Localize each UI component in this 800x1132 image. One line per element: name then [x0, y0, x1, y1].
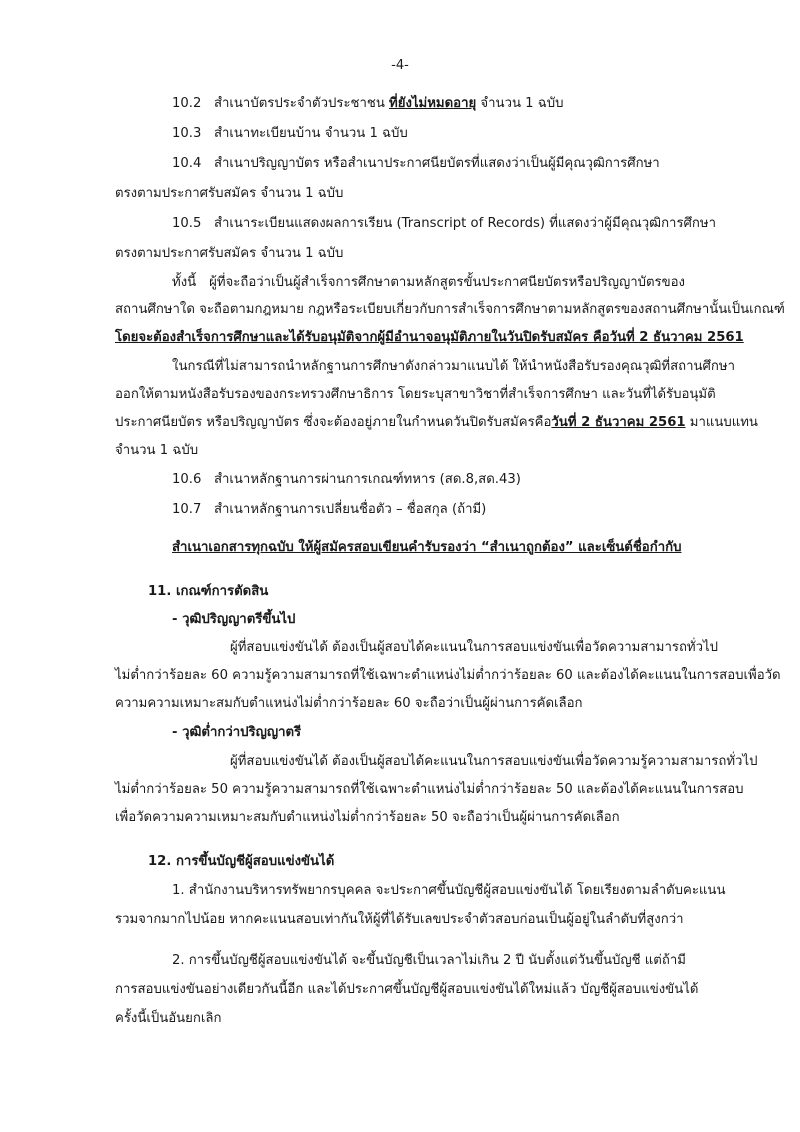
section-11-group2-line1: ผู้ที่สอบแข่งขันได้ ต้องเป็นผู้สอบได้คะแนนในการสอบแข่งขันเพื่อวัดความรู้ความสามารถทั่วไป [230, 754, 758, 769]
section-11-group2-heading: - วุฒิต่ำกว่าปริญญาตรี [172, 725, 302, 740]
item-10-7: 10.7 สำเนาหลักฐานการเปลี่ยนชื่อตัว – ชื่อสกุล (ถ้ามี) [172, 502, 487, 517]
section-12-title: 12. การขึ้นบัญชีผู้สอบแข่งขันได้ [148, 854, 335, 869]
item-10-6: 10.6 สำเนาหลักฐานการผ่านการเกณฑ์ทหาร (สด.8,สด.43) [172, 472, 521, 487]
section-12-p1-line2: รวมจากมากไปน้อย หากคะแนนสอบเท่ากันให้ผู้ที่ได้รับเลขประจำตัวสอบก่อนเป็นผู้อยู่ในลำดับที่สูงกว่า [115, 912, 684, 927]
section-11-group2-line3: เพื่อวัดความความเหมาะสมกับตำแหน่งไม่ต่ำกว่าร้อยละ 50 จะถือว่าเป็นผู้ผ่านการคัดเลือก [115, 810, 620, 825]
item-10-5-cont: ตรงตามประกาศรับสมัคร จำนวน 1 ฉบับ [115, 246, 344, 261]
item-10-3: 10.3 สำเนาทะเบียนบ้าน จำนวน 1 ฉบับ [172, 126, 408, 141]
section-11-title: 11. เกณฑ์การตัดสิน [148, 584, 269, 599]
alternative-note-line4: จำนวน 1 ฉบับ [115, 443, 199, 458]
certify-note: สำเนาเอกสารทุกฉบับ ให้ผู้สมัครสอบเขียนคำรับรองว่า “สำเนาถูกต้อง” และเซ็นต์ชื่อกำกับ [172, 540, 682, 555]
emphasis-not-expired: ที่ยังไม่หมดอายุ [389, 96, 477, 111]
section-11-group1-line1: ผู้ที่สอบแข่งขันได้ ต้องเป็นผู้สอบได้คะแนนในการสอบแข่งขันเพื่อวัดความสามารถทั่วไป [230, 640, 719, 655]
section-11-group2-line2: ไม่ต่ำกว่าร้อยละ 50 ความรู้ความสามารถที่ใช้เฉพาะตำแหน่งไม่ต่ำกว่าร้อยละ 50 และต้องได้คะแนนในการสอบ [115, 782, 744, 797]
graduation-note-line1: ทั้งนี้ ผู้ที่จะถือว่าเป็นผู้สำเร็จการศึกษาตามหลักสูตรขั้นประกาศนียบัตรหรือปริญญาบัตรของ [172, 275, 685, 290]
section-12-p2-line2: การสอบแข่งขันอย่างเดียวกันนี้อีก และได้ประกาศขึ้นบัญชีผู้สอบแข่งขันได้ใหม่แล้ว บัญชีผู้สอบแข่งขันได้ [115, 982, 699, 997]
graduation-note-line2: สถานศึกษาใด จะถือตามกฎหมาย กฎหรือระเบียบเกี่ยวกับการสำเร็จการศึกษาตามหลักสูตรของสถานศึกษานั้นเป็นเกณฑ์ [115, 302, 785, 317]
section-12-p2-line1: 2. การขึ้นบัญชีผู้สอบแข่งขันได้ จะขึ้นบัญชีเป็นเวลาไม่เกิน 2 ปี นับตั้งแต่วันขึ้นบัญชี แต่ถ้ามี [172, 953, 686, 968]
section-11-group1-line3: ความความเหมาะสมกับตำแหน่งไม่ต่ำกว่าร้อยละ 60 จะถือว่าเป็นผู้ผ่านการคัดเลือก [115, 696, 583, 711]
graduation-note-line3: โดยจะต้องสำเร็จการศึกษาและได้รับอนุมัติจากผู้มีอำนาจอนุมัติภายในวันปิดรับสมัคร คือวันที่ 2 ธันวาคม 2561 [115, 330, 744, 345]
page-number: -4- [391, 58, 409, 73]
emphasis-deadline-date: วันที่ 2 ธันวาคม 2561 [551, 415, 686, 430]
item-10-4: 10.4 สำเนาปริญญาบัตร หรือสำเนาประกาศนียบัตรที่แสดงว่าเป็นผู้มีคุณวุฒิการศึกษา [172, 156, 660, 171]
item-10-4-cont: ตรงตามประกาศรับสมัคร จำนวน 1 ฉบับ [115, 186, 344, 201]
section-11-group1-line2: ไม่ต่ำกว่าร้อยละ 60 ความรู้ความสามารถที่ใช้เฉพาะตำแหน่งไม่ต่ำกว่าร้อยละ 60 และต้องได้คะแนนในการสอบเพื่อวัด [115, 668, 781, 683]
section-12-p1-line1: 1. สำนักงานบริหารทรัพยากรบุคคล จะประกาศขึ้นบัญชีผู้สอบแข่งขันได้ โดยเรียงตามลำดับคะแนน [172, 883, 726, 898]
alternative-note-line3: ประกาศนียบัตร หรือปริญญาบัตร ซึ่งจะต้องอยู่ภายในกำหนดวันปิดรับสมัครคือวันที่ 2 ธันวาคม 2561 มาแนบแทน [115, 415, 758, 430]
alternative-note-line2: ออกให้ตามหนังสือรับรองของกระทรวงศึกษาธิการ โดยระบุสาขาวิชาที่สำเร็จการศึกษา และวันที่ได้รับอนุมัติ [115, 387, 716, 402]
section-12-p2-line3: ครั้งนี้เป็นอันยกเลิก [115, 1011, 222, 1026]
item-10-2: 10.2 สำเนาบัตรประจำตัวประชาชน ที่ยังไม่หมดอายุ จำนวน 1 ฉบับ [172, 96, 564, 111]
item-10-5: 10.5 สำเนาระเบียนแสดงผลการเรียน (Transcript of Records) ที่แสดงว่าผู้มีคุณวุฒิการศึกษา [172, 216, 716, 231]
section-11-group1-heading: - วุฒิปริญญาตรีขึ้นไป [172, 612, 296, 627]
alternative-note-line1: ในกรณีที่ไม่สามารถนำหลักฐานการศึกษาดังกล่าวมาแนบได้ ให้นำหนังสือรับรองคุณวุฒิที่สถานศึกษา [172, 359, 735, 374]
